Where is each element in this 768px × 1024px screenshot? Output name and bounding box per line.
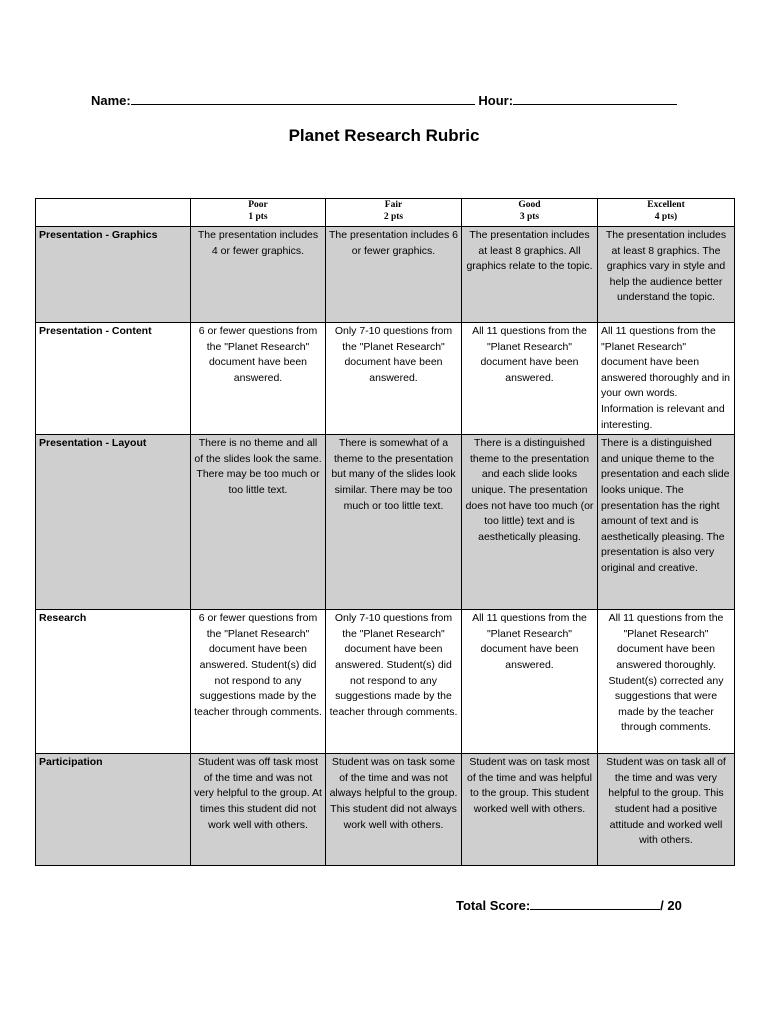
- hour-blank[interactable]: [513, 93, 677, 105]
- total-score-label: Total Score:: [456, 898, 531, 913]
- category-label: Participation: [36, 754, 191, 866]
- page-title: Planet Research Rubric: [288, 126, 480, 145]
- hour-label: Hour:: [478, 93, 514, 108]
- header-empty-cell: [36, 199, 191, 227]
- criteria-cell: The presentation includes at least 8 graphics. All graphics relate to the topic.: [462, 227, 598, 323]
- category-label: Presentation - Layout: [36, 435, 191, 610]
- row-participation: [36, 754, 735, 866]
- header-excellent: Excellent 4 pts): [598, 199, 735, 227]
- rubric-table: [35, 198, 735, 866]
- name-hour-line: [91, 93, 691, 108]
- total-score-line: [456, 898, 682, 913]
- criteria-cell: All 11 questions from the "Planet Research" document have been answered thoroughly. Student(s) corrected any suggestions that were made by the teacher through comments.: [598, 610, 735, 754]
- name-blank[interactable]: [131, 93, 475, 105]
- criteria-cell: There is a distinguished theme to the presentation and each slide looks unique. The presentation does not have too much (or too little) text and is aesthetically pleasing.: [462, 435, 598, 610]
- name-label: Name:: [91, 93, 131, 108]
- criteria-cell: 6 or fewer questions from the "Planet Research" document have been answered. Student(s) did not respond to any suggestions made by the teacher through comments.: [191, 610, 326, 754]
- criteria-cell: 6 or fewer questions from the "Planet Research" document have been answered.: [191, 323, 326, 435]
- criteria-cell: All 11 questions from the "Planet Research" document have been answered.: [462, 610, 598, 754]
- criteria-cell: Only 7-10 questions from the "Planet Research" document have been answered. Student(s) did not respond to any suggestions made by the teacher through comments.: [326, 610, 462, 754]
- category-label: Presentation - Content: [36, 323, 191, 435]
- criteria-cell: There is somewhat of a theme to the presentation but many of the slides look similar. There may be too much or too little text.: [326, 435, 462, 610]
- total-score-suffix: / 20: [660, 898, 682, 913]
- criteria-cell: Student was on task most of the time and was helpful to the group. This student worked well with others.: [462, 754, 598, 866]
- total-score-blank[interactable]: [530, 898, 660, 910]
- row-presentation-layout: [36, 435, 735, 610]
- criteria-cell: There is no theme and all of the slides look the same. There may be too much or too little text.: [191, 435, 326, 610]
- criteria-cell: Student was on task all of the time and was very helpful to the group. This student had a positive attitude and worked well with others.: [598, 754, 735, 866]
- row-research: [36, 610, 735, 754]
- criteria-cell: Student was on task some of the time and was not always helpful to the group. This student did not always work well with others.: [326, 754, 462, 866]
- criteria-cell: All 11 questions from the "Planet Research" document have been answered.: [462, 323, 598, 435]
- criteria-cell: The presentation includes 4 or fewer graphics.: [191, 227, 326, 323]
- criteria-cell: The presentation includes at least 8 graphics. The graphics vary in style and help the audience better understand the topic.: [598, 227, 735, 323]
- criteria-cell: Only 7-10 questions from the "Planet Research" document have been answered.: [326, 323, 462, 435]
- criteria-cell: All 11 questions from the "Planet Research" document have been answered thoroughly and in your own words. Information is relevant and interesting.: [598, 323, 735, 435]
- header-poor: Poor 1 pts: [191, 199, 326, 227]
- header-fair: Fair 2 pts: [326, 199, 462, 227]
- header-good: Good 3 pts: [462, 199, 598, 227]
- criteria-cell: There is a distinguished and unique theme to the presentation and each slide looks unique. The presentation has the right amount of text and is aesthetically pleasing. The presentation is also very original and creative.: [598, 435, 735, 610]
- criteria-cell: The presentation includes 6 or fewer graphics.: [326, 227, 462, 323]
- row-presentation-graphics: [36, 227, 735, 323]
- criteria-cell: Student was off task most of the time and was not very helpful to the group. At times this student did not work well with others.: [191, 754, 326, 866]
- category-label: Research: [36, 610, 191, 754]
- category-label: Presentation - Graphics: [36, 227, 191, 323]
- header-row: [36, 199, 735, 227]
- row-presentation-content: [36, 323, 735, 435]
